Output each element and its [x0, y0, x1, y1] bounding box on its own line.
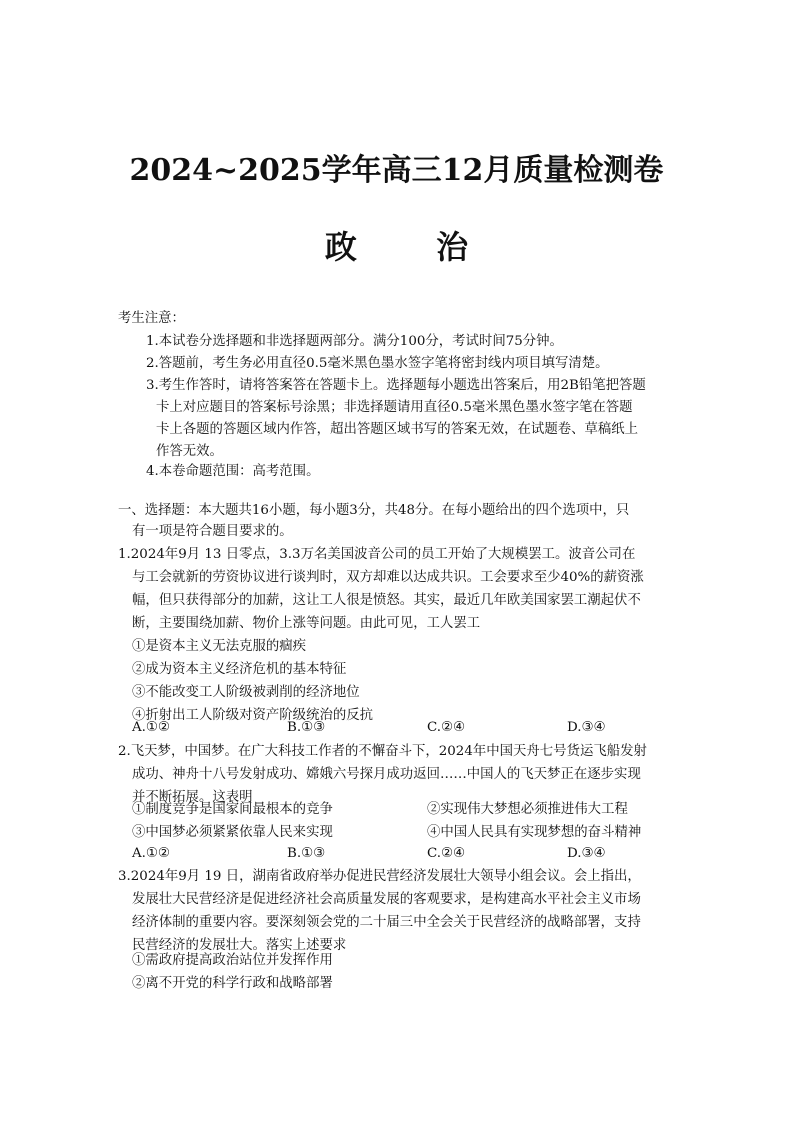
- question-option: ②离不开党的科学行政和战略部署: [132, 976, 333, 991]
- answer-choice-c: C.②④: [427, 720, 466, 735]
- question-stem: 经济体制的重要内容。要深刻领会党的二十届三中全会关于民营经济的战略部署，支持: [132, 915, 641, 930]
- question-stem: 发展壮大民营经济是促进经济社会高质量发展的客观要求，是构建高水平社会主义市场: [132, 892, 641, 907]
- question-option: ①制度竞争是国家间最根本的竞争: [132, 802, 333, 817]
- question-option: ④中国人民具有实现梦想的奋斗精神: [427, 825, 642, 840]
- subject-title: 政 治: [324, 228, 503, 266]
- question-option: ③不能改变工人阶级被剥削的经济地位: [132, 685, 360, 700]
- answer-choice-a: A.①②: [132, 846, 170, 861]
- notice-item-continued: 卡上各题的答题区域内作答，超出答题区域书写的答案无效，在试题卷、草稿纸上: [156, 422, 639, 437]
- question-stem: 并不断拓展。这表明: [132, 790, 253, 805]
- question-option: ①是资本主义无法克服的痼疾: [132, 639, 307, 654]
- notice-item: 4.本卷命题范围：高考范围。: [146, 464, 320, 479]
- exam-title: 2024~2025学年高三12月质量检测卷: [129, 153, 664, 188]
- section-heading-line: 有一项是符合题目要求的。: [132, 524, 293, 539]
- answer-choice-b: B.①③: [287, 720, 326, 735]
- notice-item: 2.答题前，考生务必用直径0.5毫米黑色墨水签字笔将密封线内项目填写清楚。: [146, 356, 609, 371]
- question-stem: 与工会就新的劳资协议进行谈判时，双方却难以达成共识。工会要求至少40%的薪资涨: [132, 570, 644, 585]
- question-stem: 成功、神舟十八号发射成功、嫦娥六号探月成功返回……中国人的飞天梦正在逐步实现: [132, 767, 641, 782]
- notice-item: 1.本试卷分选择题和非选择题两部分。满分100分，考试时间75分钟。: [146, 334, 563, 349]
- question-option: ②实现伟大梦想必须推进伟大工程: [427, 802, 628, 817]
- question-stem: 1.2024年9月 13 日零点，3.3万名美国波音公司的员工开始了大规模罢工。波音公司在: [118, 547, 636, 562]
- question-stem: 幅，但只获得部分的加薪，这让工人很是愤怒。其实，最近几年欧美国家罢工潮起伏不: [132, 593, 641, 608]
- notice-heading: 考生注意：: [118, 311, 185, 326]
- notice-item-continued: 作答无效。: [156, 444, 223, 459]
- answer-choice-a: A.①②: [132, 720, 170, 735]
- section-heading-line: 一、选择题：本大题共16小题，每小题3分，共48分。在每小题给出的四个选项中，只: [118, 503, 630, 518]
- question-stem: 3.2024年9月 19 日，湖南省政府举办促进民营经济发展壮大领导小组会议。会上指出，: [118, 869, 641, 884]
- question-option: ④折射出工人阶级对资产阶级统治的反抗: [132, 708, 374, 723]
- question-stem: 2.飞天梦，中国梦。在广大科技工作者的不懈奋斗下，2024年中国天舟七号货运飞船发射: [118, 744, 647, 759]
- notice-item: 3.考生作答时，请将答案答在答题卡上。选择题每小题选出答案后，用2B铅笔把答题: [146, 378, 646, 393]
- question-stem: 断，主要围绕加薪、物价上涨等问题。由此可见，工人罢工: [132, 616, 481, 631]
- answer-choice-d: D.③④: [567, 846, 606, 861]
- notice-item-continued: 卡上对应题目的答案标号涂黑；非选择题请用直径0.5毫米黑色墨水签字笔在答题: [156, 400, 633, 415]
- question-option: ②成为资本主义经济危机的基本特征: [132, 662, 347, 677]
- answer-choice-d: D.③④: [567, 720, 606, 735]
- question-option: ③中国梦必须紧紧依靠人民来实现: [132, 825, 333, 840]
- answer-choice-b: B.①③: [287, 846, 326, 861]
- question-option: ①需政府提高政治站位并发挥作用: [132, 953, 333, 968]
- question-stem: 民营经济的发展壮大。落实上述要求: [132, 938, 347, 953]
- answer-choice-c: C.②④: [427, 846, 466, 861]
